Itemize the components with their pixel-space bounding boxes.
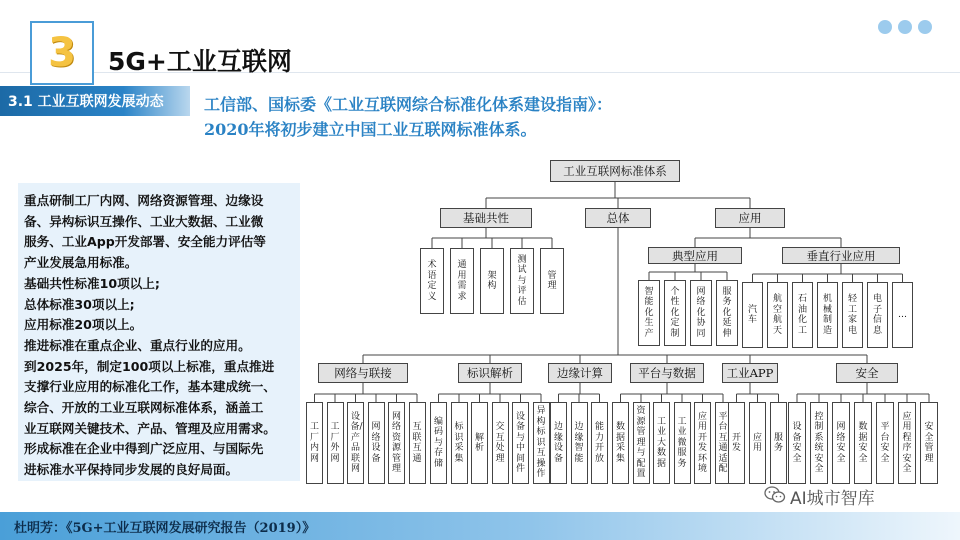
diagram-vertical-app-item: 石油化工 [792,282,813,348]
section-number-box [30,21,94,85]
diagram-leaf-item: 网络安全 [832,402,850,484]
decor-dot-icon [918,20,932,34]
standards-tree-diagram [300,150,960,490]
diagram-leaf-item: 设备/产品联网 [347,402,364,484]
diagram-leaf-item: 互联互通 [409,402,426,484]
wechat-icon [764,486,786,504]
diagram-vertical-app-item: 机械制造 [817,282,838,348]
diagram-level1-box: 基础共性 [440,208,532,228]
diagram-leaf-item: 工厂内网 [306,402,323,484]
diagram-overall-group-box: 标识解析 [458,363,522,383]
diagram-typical-app-item: 网络化协同 [690,280,712,346]
diagram-basic-item: 术语定义 [420,248,444,314]
diagram-leaf-item: 工厂外网 [327,402,344,484]
decor-dot-icon [878,20,892,34]
headline [204,92,612,142]
summary-panel [18,183,300,481]
footer-source: 杜明芳：《5G+工业互联网发展研究报告（2019）》 [14,521,316,536]
diagram-leaf-item: 数据安全 [854,402,872,484]
diagram-leaf-item: 能力开放 [591,402,608,484]
summary-line: 业互联网关键技术、产品、管理及应用需求。 [24,420,276,436]
diagram-typical-app-item: 智能化生产 [638,280,660,346]
subsection-bar [0,86,190,116]
diagram-leaf-item: 网络设备 [368,402,385,484]
diagram-leaf-item: 资源管理与配置 [633,402,650,484]
diagram-overall-group-box: 网络与联接 [318,363,408,383]
headline-line: 工信部、国标委《工业互联网综合标准化体系建设指南》： [204,95,613,114]
diagram-leaf-item: 安全管理 [920,402,938,484]
diagram-basic-item: 测试与评估 [510,248,534,314]
summary-line: 综合、开放的工业互联网标准体系，涵盖工 [24,400,264,416]
summary-line: 总体标准30项以上; [24,296,135,312]
section-number: 3 [48,30,76,76]
watermark: AI城市智库 [790,489,875,509]
summary-line: 备、异构标识互操作、工业大数据、工业微 [24,213,264,229]
diagram-overall-group-box: 边缘计算 [548,363,612,383]
summary-line: 应用标准20项以上。 [24,317,143,333]
diagram-app-group-box: 垂直行业应用 [782,247,900,264]
diagram-leaf-item: 应用程序安全 [898,402,916,484]
summary-line: 产业发展急用标准。 [24,255,138,271]
diagram-basic-item: 管理 [540,248,564,314]
diagram-leaf-item: 开发 [728,402,745,484]
diagram-level1-box: 应用 [715,208,785,228]
diagram-leaf-item: 网络资源管理 [388,402,405,484]
diagram-leaf-item: 工业大数据 [653,402,670,484]
diagram-vertical-app-item: 轻工家电 [842,282,863,348]
diagram-typical-app-item: 个性化定制 [664,280,686,346]
summary-line: 重点研制工厂内网、网络资源管理、边缘设 [24,193,264,208]
summary-line: 形成标准在企业中得到广泛应用、与国际先 [24,441,264,457]
summary-line: 推进标准在重点企业、重点行业的应用。 [24,337,251,353]
diagram-leaf-item: 边缘智能 [571,402,588,484]
diagram-leaf-item: 编码与存储 [430,402,447,484]
diagram-leaf-item: 平台安全 [876,402,894,484]
diagram-leaf-item: 异构标识互操作 [533,402,550,484]
diagram-overall-group-box: 安全 [836,363,898,383]
diagram-leaf-item: 数据采集 [612,402,629,484]
diagram-overall-group-box: 平台与数据 [630,363,704,383]
diagram-leaf-item: 设备与中间件 [512,402,529,484]
diagram-basic-item: 通用需求 [450,248,474,314]
diagram-leaf-item: 应用 [749,402,766,484]
decor-dot-icon [898,20,912,34]
summary-line: 支撑行业应用的标准化工作，基本建成统一、 [24,379,276,395]
diagram-overall-group-box: 工业APP [722,363,778,383]
diagram-leaf-item: 平台互通适配 [715,402,732,484]
diagram-basic-item: 架构 [480,248,504,314]
diagram-vertical-app-item: 汽车 [742,282,763,348]
summary-line: 服务、工业App开发部署、安全能力评估等 [24,234,266,250]
summary-line: 进标准水平保持同步发展的良好局面。 [24,462,239,478]
diagram-vertical-app-item: … [892,282,913,348]
diagram-leaf-item: 工业微服务 [674,402,691,484]
diagram-leaf-item: 交互处理 [492,402,509,484]
diagram-leaf-item: 标识采集 [451,402,468,484]
diagram-vertical-app-item: 航空航天 [767,282,788,348]
summary-line: 基础共性标准10项以上; [24,275,160,291]
summary-line: 到2025年，制定100项以上标准，重点推进 [24,358,275,374]
diagram-leaf-item: 控制系统安全 [810,402,828,484]
diagram-level1-box: 总体 [585,208,651,228]
headline-line: 2020年将初步建立中国工业互联网标准体系。 [204,120,537,139]
diagram-typical-app-item: 服务化延伸 [716,280,738,346]
subsection-label: 3.1 工业互联网发展动态 [8,94,164,110]
diagram-leaf-item: 应用开发环境 [694,402,711,484]
footer-bar [0,512,960,540]
diagram-app-group-box: 典型应用 [648,247,742,264]
diagram-leaf-item: 设备安全 [788,402,806,484]
diagram-leaf-item: 边缘设备 [550,402,567,484]
page-title: 5G+工业互联网 [108,47,292,76]
diagram-vertical-app-item: 电子信息 [867,282,888,348]
diagram-root-box: 工业互联网标准体系 [550,160,680,182]
diagram-leaf-item: 解析 [471,402,488,484]
diagram-leaf-item: 服务 [770,402,787,484]
